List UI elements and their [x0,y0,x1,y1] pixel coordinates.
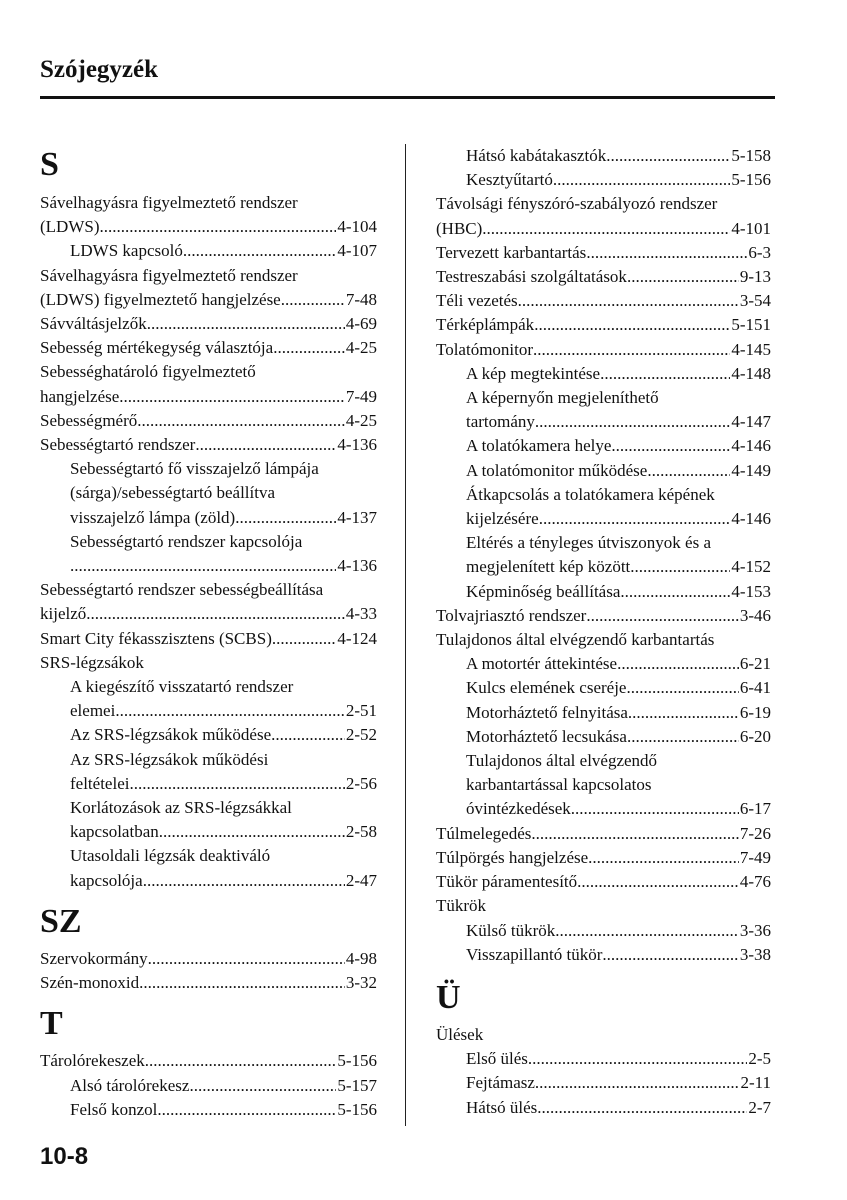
dot-leader [535,1071,740,1095]
index-entry-row [40,602,377,626]
index-entry [436,652,771,676]
dot-leader [626,676,738,700]
index-entry-text: Sebességtartó fő visszajelző lámpája [70,459,319,479]
dot-leader [482,217,730,241]
dot-leader [577,870,739,894]
index-entry-row [436,822,771,846]
page-reference: 5-158 [731,146,771,165]
index-entry-row [466,701,771,725]
index-entry [40,651,377,675]
index-entry-text: A motortér áttekintése [466,654,618,674]
dot-leader [555,919,739,943]
index-entry-text: karbantartással kapcsolatos [466,775,652,795]
index-entry-row [436,289,771,313]
dot-leader [588,846,739,870]
dot-leader [235,506,336,530]
page-reference: 7-49 [345,386,377,406]
index-entry-text: visszajelző lámpa (zöld) [70,507,236,527]
index-entry-row [40,627,377,651]
page-reference: 3-38 [739,944,771,964]
section-letter-heading: S [40,146,59,183]
page-reference: 5-156 [337,1099,377,1119]
index-entry-text: Sebességhatároló figyelmeztető [40,362,256,382]
dot-leader [533,338,730,362]
index-entry-text: (HBC) [436,218,483,238]
index-entry-text: Visszapillantó tükör [466,944,603,964]
index-entry-row [436,604,771,628]
page-reference: 4-152 [731,557,771,577]
index-entry-row [40,385,377,409]
index-entry [40,239,377,263]
index-entry-row [40,947,377,971]
index-entry-text: kapcsolatban [70,822,159,842]
index-entry-text: Kesztyűtartó [466,170,553,190]
index-entry [40,627,377,651]
index-entry-row [466,1096,771,1120]
dot-leader [99,215,336,239]
page-number: 10-8 [40,1143,89,1170]
index-entry [436,846,771,870]
section-letter-heading: T [40,1005,63,1043]
page-reference: 3-46 [739,605,771,625]
page-reference: 4-76 [739,872,771,892]
index-entry-text: (LDWS) [40,217,100,237]
index-entry-row [70,1074,377,1098]
page-reference: 2-47 [345,870,377,890]
dot-leader [119,385,345,409]
dot-leader [627,265,739,289]
index-entry-text: megjelenített kép között [466,557,631,577]
index-entry [40,947,377,971]
dot-leader [272,627,336,651]
index-entry-text: Első ülés [466,1049,528,1069]
dot-leader [137,409,345,433]
index-entry-row [466,919,771,943]
index-entry-row [70,699,377,723]
index-entry-text: Sebességtartó rendszer kapcsolója [70,531,303,551]
dot-leader [611,434,730,458]
index-entry-text: A kiegészítő visszatartó rendszer [70,677,294,697]
index-entry-text: A tolatókamera helye [466,436,612,456]
index-entry-text: A tolatómonitor működése [466,460,648,480]
dot-leader [534,313,730,337]
index-entry [40,578,377,626]
index-entry-row [436,870,771,894]
index-entry-text: Téli vezetés [436,291,518,311]
index-entry-row [466,725,771,749]
page-reference: 4-145 [731,339,771,359]
index-entry-row [466,676,771,700]
page-reference: 4-136 [337,556,377,576]
index-entry-row [40,971,377,995]
index-entry-row [466,555,771,579]
index-entry-text: Testreszabási szolgáltatások [436,267,627,287]
index-entry [436,483,771,531]
index-entry-text: Távolsági fényszóró-szabályozó rendszer [436,194,718,214]
index-entry-text: Az SRS-légzsákok működése [70,725,272,745]
dot-leader [159,820,345,844]
page-reference: 6-20 [739,726,771,746]
page-reference: 2-51 [345,701,377,721]
dot-leader [189,1074,336,1098]
page-reference: 4-137 [337,507,377,527]
page-reference: 3-32 [345,973,377,993]
index-entry-text: Túlmelegedés [436,823,532,843]
index-entry-text: Utasoldali légzsák deaktiváló [70,846,271,866]
dot-leader [145,1049,337,1073]
page-reference: 5-151 [731,315,771,335]
index-entry-row [70,723,377,747]
page-reference: 5-157 [337,1075,377,1095]
dot-leader [148,947,345,971]
page-reference: 2-11 [740,1073,771,1093]
dot-leader [537,1096,747,1120]
page-reference: 5-156 [731,170,771,190]
dot-leader [647,459,730,483]
index-entry-text: Képminőség beállítása [466,581,621,601]
index-entry-row [40,288,377,312]
column-divider [405,144,406,1126]
index-entry [40,844,377,892]
index-entry [40,1049,377,1073]
index-entry [436,870,771,894]
index-entry-text: Tükör páramentesítő [436,872,578,892]
section-letter-heading: Ü [436,978,461,1016]
index-entry-text: kijelző [40,604,87,624]
dot-leader [627,725,739,749]
dot-leader [518,289,739,313]
index-entry-text: Sávváltásjelzők [40,314,147,334]
index-entry-text: Kulcs elemének cseréje [466,678,627,698]
index-entry-row [466,459,771,483]
dot-leader [195,433,336,457]
index-entry-text: hangjelzése [40,386,120,406]
index-entry [40,457,377,530]
index-entry [436,313,771,337]
page-reference: 4-104 [337,217,377,237]
page-reference: 4-153 [731,581,771,601]
index-entry [436,1071,771,1095]
index-entry-row [70,772,377,796]
index-entry-text: Tárolórekeszek [40,1051,145,1071]
index-entry-row [40,1049,377,1073]
index-entry [40,191,377,239]
index-entry [436,338,771,362]
index-entry [436,701,771,725]
page-reference: 4-98 [345,948,377,968]
index-entry-text: kijelzésére [466,509,539,529]
index-entry-text: (sárga)/sebességtartó beállítva [70,483,276,503]
page-reference: 4-69 [345,314,377,334]
index-entry [40,360,377,408]
page-reference: 4-101 [731,218,771,238]
dot-leader [606,144,730,168]
index-entry-text: kapcsolója [70,870,143,890]
index-entry [436,168,771,192]
index-entry-row [466,144,771,168]
index-entry-text: Átkapcsolás a tolatókamera képének [466,484,715,504]
index-entry-text: Sebesség mértékegység választója [40,338,274,358]
index-entry [436,749,771,822]
index-entry-text: Sebességmérő [40,410,138,430]
dot-leader [129,772,344,796]
index-entry-text: Tulajdonos által elvégzendő karbantartás [436,630,715,650]
index-entry-text: Tervezett karbantartás [436,242,587,262]
page-reference: 4-148 [731,363,771,383]
page-reference: 4-33 [345,604,377,624]
page-reference: 4-146 [731,436,771,456]
index-entry [436,894,771,918]
index-entry-row [436,241,771,265]
page-reference: 2-52 [345,725,377,745]
page-reference: 7-49 [739,847,771,867]
index-entry [40,971,377,995]
page-reference: 4-146 [731,509,771,529]
index-entry [40,530,377,578]
index-entry-text: Sebességtartó rendszer sebességbeállítása [40,580,324,600]
index-entry-text: A kép megtekintése [466,363,601,383]
dot-leader [528,1047,747,1071]
dot-leader [143,869,345,893]
index-entry-text: Felső konzol [70,1099,158,1119]
dot-leader [620,580,730,604]
index-entry-row [436,217,771,241]
index-entry-text: Motorháztető lecsukása [466,726,627,746]
page-title: Szójegyzék [40,56,159,83]
dot-leader [157,1098,336,1122]
page-reference: 4-136 [337,435,377,455]
index-entry [40,1074,377,1098]
index-entry [436,531,771,579]
page-reference: 6-17 [739,799,771,819]
index-entry-row [40,433,377,457]
index-entry [436,1096,771,1120]
index-entry-text: A képernyőn megjeleníthető [466,388,659,408]
index-entry-text: Térképlámpák [436,315,535,335]
index-entry-row [466,362,771,386]
index-entry-text: LDWS kapcsoló [70,241,183,261]
index-entry [40,675,377,723]
dot-leader [600,362,730,386]
index-entry-row [436,265,771,289]
dot-leader [602,943,738,967]
index-entry-text: Az SRS-légzsákok működési [70,749,269,769]
dot-leader [539,507,731,531]
index-entry-text: Túlpörgés hangjelzése [436,847,589,867]
index-entry-text: Smart City fékasszisztens (SCBS) [40,628,272,648]
page-reference: 7-26 [739,823,771,843]
index-entry-text: Tolatómonitor [436,339,534,359]
dot-leader [535,410,730,434]
index-entry-row [40,409,377,433]
index-entry [436,241,771,265]
index-entry [436,459,771,483]
index-entry-row [466,943,771,967]
dot-leader [586,604,739,628]
dot-leader [139,971,345,995]
index-entry-text: Motorháztető felnyitása [466,702,628,722]
page-reference: 9-13 [739,267,771,287]
index-entry-row [70,554,377,578]
index-entry [40,433,377,457]
index-entry-text: Szervokormány [40,948,148,968]
index-entry [436,362,771,386]
page-reference: 2-7 [748,1097,771,1117]
index-entry-row [436,313,771,337]
index-entry-text: Tulajdonos által elvégzendő [466,751,658,771]
section-letter-heading: SZ [40,902,82,940]
index-entry [436,386,771,434]
dot-leader [147,312,345,336]
index-entry-text: Korlátozások az SRS-légzsákkal [70,798,292,818]
index-entry-text: Sávelhagyásra figyelmeztető rendszer [40,193,298,212]
index-entry [436,289,771,313]
page-reference: 4-147 [731,412,771,432]
index-entry-text: (LDWS) figyelmeztető hangjelzése [40,289,281,309]
index-entry [40,336,377,360]
index-entry-row [466,434,771,458]
index-entry-row [70,506,377,530]
header-rule [40,96,775,99]
page-reference: 2-58 [345,822,377,842]
page-reference: 2-5 [748,1049,771,1069]
index-entry [436,1023,771,1047]
dot-leader [628,701,739,725]
index-entry [436,580,771,604]
page-reference: 4-149 [731,460,771,480]
index-entry [436,943,771,967]
index-entry [436,144,771,168]
index-entry-row [70,869,377,893]
index-entry [40,264,377,312]
index-entry [436,434,771,458]
index-entry [40,723,377,747]
index-entry [40,409,377,433]
index-entry-row [70,820,377,844]
page-reference: 3-36 [739,920,771,940]
index-entry-text: Fejtámasz [466,1073,535,1093]
index-entry-text: tartomány [466,412,535,432]
index-entry-row [40,312,377,336]
index-entry-row [466,580,771,604]
dot-leader [70,554,336,578]
index-entry-row [466,652,771,676]
index-entry-text: Eltérés a tényleges útviszonyok és a [466,533,712,553]
index-entry-row [466,507,771,531]
index-entry-row [40,336,377,360]
index-entry-text: elemei [70,701,116,721]
index-entry-text: feltételei [70,773,130,793]
dot-leader [271,723,345,747]
index-entry-text: óvintézkedések [466,799,571,819]
index-entry-text: Szén-monoxid [40,973,140,993]
page-reference: 4-25 [345,410,377,430]
index-entry-row [70,1098,377,1122]
index-entry [40,796,377,844]
dot-leader [115,699,345,723]
index-entry [436,822,771,846]
dot-leader [617,652,739,676]
index-entry-row [466,1071,771,1095]
index-entry [436,604,771,628]
dot-leader [86,602,345,626]
dot-leader [553,168,730,192]
index-entry [436,676,771,700]
index-entry [436,725,771,749]
index-column-right [436,144,771,1120]
dot-leader [273,336,345,360]
index-entry-row [466,168,771,192]
index-entry [40,1098,377,1122]
index-entry [436,919,771,943]
dot-leader [571,797,739,821]
page-reference: 5-156 [337,1051,377,1071]
index-entry-text: Külső tükrök [466,920,556,940]
index-entry [436,192,771,240]
index-entry-row [466,410,771,434]
index-column-left [40,144,377,1122]
index-entry-text: Hátsó kabátakasztók [466,146,607,165]
index-entry [436,628,771,652]
index-entry [40,312,377,336]
index-entry [436,265,771,289]
page-reference: 7-48 [345,289,377,309]
index-entry-text: Sebességtartó rendszer [40,435,196,455]
dot-leader [630,555,730,579]
index-entry-row [436,846,771,870]
index-entry-text: Tükrök [436,896,487,916]
page-reference: 4-107 [337,241,377,261]
index-entry [40,748,377,796]
page-reference: 6-19 [739,702,771,722]
dot-leader [183,239,336,263]
dot-leader [281,288,345,312]
dot-leader [586,241,747,265]
index-entry-row [466,797,771,821]
index-entry-row [70,239,377,263]
page-reference: 6-21 [739,654,771,674]
page-reference: 4-124 [337,628,377,648]
index-entry-text: Hátsó ülés [466,1097,538,1117]
index-entry-row [436,338,771,362]
index-entry-text: SRS-légzsákok [40,652,144,672]
index-entry-text: Sávelhagyásra figyelmeztető rendszer [40,265,298,285]
index-entry-row [40,215,377,239]
index-entry-row [466,1047,771,1071]
index-entry-text: Tolvajriasztó rendszer [436,605,587,625]
page-reference: 2-56 [345,773,377,793]
dot-leader [531,822,738,846]
index-entry-text: Ülések [436,1024,484,1044]
index-entry-text: Alsó tárolórekesz [70,1075,190,1095]
page-reference: 6-3 [748,242,771,262]
page-reference: 6-41 [739,678,771,698]
index-entry [436,1047,771,1071]
page-reference: 3-54 [739,291,771,311]
page-reference: 4-25 [345,338,377,358]
